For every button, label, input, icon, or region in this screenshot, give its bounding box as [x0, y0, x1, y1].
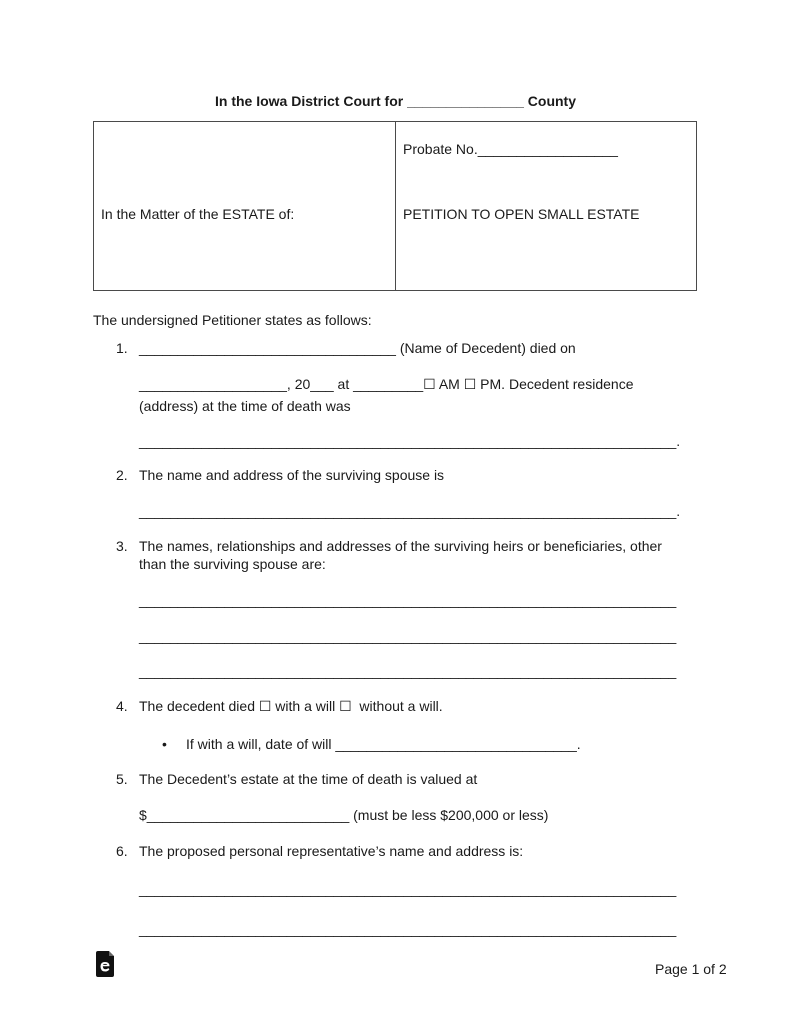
caption-box — [93, 121, 697, 291]
estate-label: In the Matter of the ESTATE of: — [101, 206, 295, 222]
item-number: 3. — [116, 538, 128, 554]
heirs-label: The names, relationships and addresses of the surviving heirs or beneficiaries, other — [139, 538, 662, 554]
death-date-time-field[interactable]: ___________________, 20___ at _________☐ AM ☐ PM. Decedent residence — [139, 376, 634, 392]
intro-text: The undersigned Petitioner states as follows: — [93, 312, 372, 328]
heirs-label-cont: than the surviving spouse are: — [139, 556, 326, 572]
item-number: 6. — [116, 843, 128, 859]
estate-value-label: The Decedent’s estate at the time of death is valued at — [139, 771, 478, 787]
item-number: 1. — [116, 340, 128, 356]
item-number: 5. — [116, 771, 128, 787]
court-heading: In the Iowa District Court for _______________ County — [214, 93, 576, 109]
bullet-icon: • — [162, 736, 167, 752]
decedent-name-field[interactable]: _________________________________ (Name of Decedent) died on — [139, 340, 576, 356]
representative-field[interactable]: _____________________________________________________________________ — [139, 921, 677, 937]
spouse-field[interactable]: _____________________________________________________________________. — [139, 503, 681, 519]
caption-divider — [395, 122, 396, 290]
estate-value-field[interactable]: $__________________________ (must be less $200,000 or less) — [139, 807, 549, 823]
item-number: 2. — [116, 467, 128, 483]
residence-address-field[interactable]: _____________________________________________________________________. — [139, 433, 681, 449]
heirs-field[interactable]: _____________________________________________________________________ — [139, 663, 677, 679]
page-number: Page 1 of 2 — [655, 961, 727, 977]
heirs-field[interactable]: _____________________________________________________________________ — [139, 592, 677, 608]
petition-title: PETITION TO OPEN SMALL ESTATE — [403, 206, 640, 222]
representative-field[interactable]: _____________________________________________________________________ — [139, 881, 677, 897]
will-date-field[interactable]: If with a will, date of will _______________________________. — [186, 736, 581, 752]
representative-label: The proposed personal representative’s name and address is: — [139, 843, 524, 859]
item-number: 4. — [116, 698, 128, 714]
spouse-label: The name and address of the surviving spouse is — [139, 467, 445, 483]
residence-label: (address) at the time of death was — [139, 398, 351, 414]
eforms-logo-icon — [96, 951, 116, 977]
heirs-field[interactable]: _____________________________________________________________________ — [139, 628, 677, 644]
will-checkbox-line[interactable]: The decedent died ☐ with a will ☐ without a will. — [139, 698, 443, 714]
probate-number-field[interactable]: Probate No.__________________ — [403, 141, 618, 157]
